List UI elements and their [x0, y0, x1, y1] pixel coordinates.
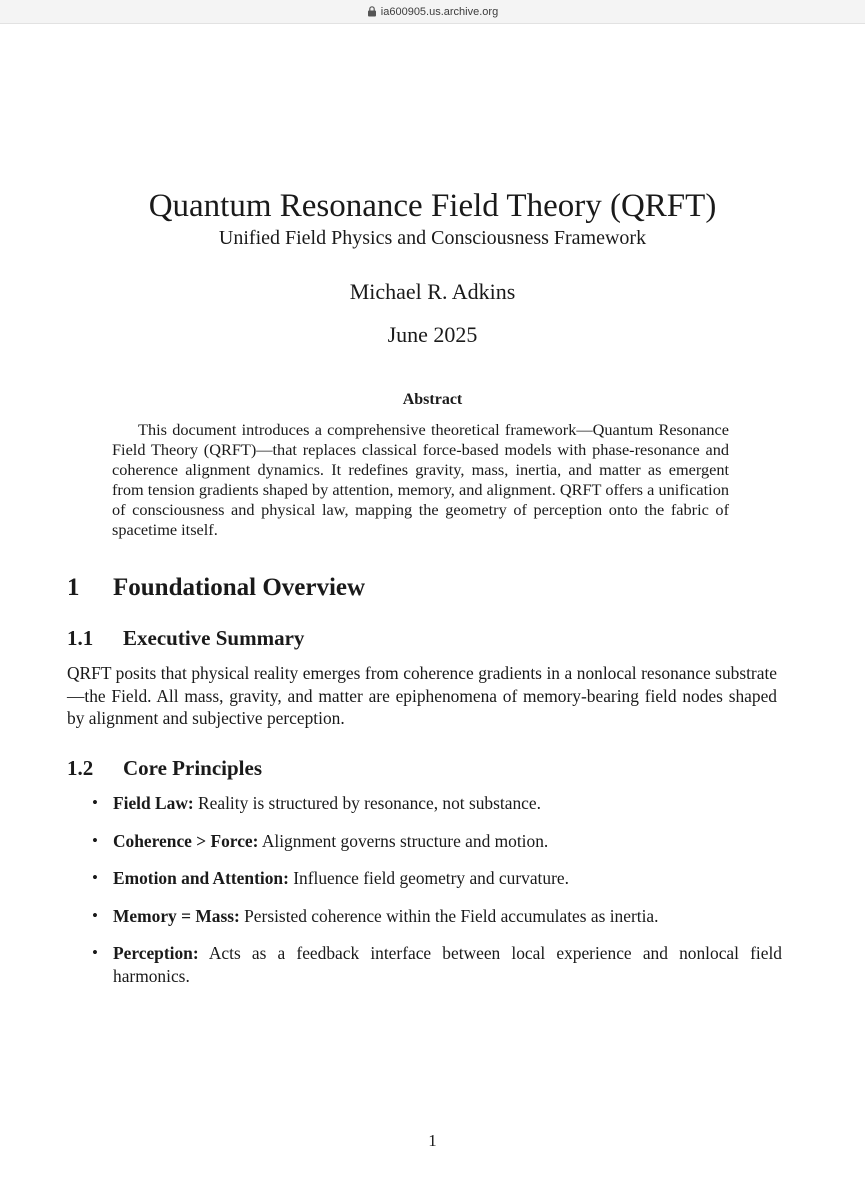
subsection-number: 1.1: [67, 626, 94, 650]
list-item: [67, 905, 782, 928]
page-number: 1: [428, 1131, 437, 1150]
bullet-icon: •: [92, 905, 98, 925]
paper-date: June 2025: [387, 322, 478, 347]
bullet-icon: •: [92, 943, 98, 962]
principle-term: Perception:: [113, 943, 199, 963]
abstract-text: This document introduces a comprehensive theoretical framework—Quantum Resonance Field Theory (QRFT)—that replaces classical force-based models with phase-resonance and coherence alignment dynamics. It redefines gravity, mass, inertia, and matter as emergent from tension gradients shaped by attention, memory, and alignment. QRFT offers a unification of consciousness and physical law, mapping the geometry of perception onto the fabric of spacetime itself.: [112, 420, 729, 539]
executive-summary-text: QRFT posits that physical reality emerges from coherence gradients in a nonlocal resonance substrate—the Field. All mass, gravity, and matter are epiphenomena of memory-bearing field nodes shaped by alignment and subjective perception.: [67, 663, 777, 728]
browser-url-bar[interactable]: [0, 0, 865, 24]
subsection-heading-core-principles: [67, 756, 262, 781]
principle-text: Acts as a feedback interface between local experience and nonlocal field harmonics.: [113, 943, 782, 986]
section-number: 1: [67, 574, 80, 601]
subsection-number: 1.2: [67, 756, 94, 780]
bullet-icon: •: [92, 868, 98, 887]
principle-text: Reality is structured by resonance, not substance.: [198, 793, 541, 813]
principle-text: Persisted coherence within the Field accumulates as inertia.: [244, 905, 659, 926]
list-item: [67, 830, 782, 853]
principle-term: Field Law:: [113, 793, 194, 813]
paper-author: Michael R. Adkins: [349, 279, 516, 304]
list-item: [67, 942, 782, 987]
paper-title: Quantum Resonance Field Theory (QRFT): [148, 188, 717, 224]
principle-term: Emotion and Attention:: [113, 868, 289, 888]
section-heading: [67, 574, 365, 602]
subsection-heading-executive-summary: [67, 626, 304, 651]
bullet-icon: •: [92, 830, 98, 850]
principle-term: Memory = Mass:: [113, 905, 240, 926]
principle-text: Alignment governs structure and motion.: [261, 830, 549, 851]
paper-subtitle: Unified Field Physics and Consciousness Framework: [218, 227, 647, 249]
lock-icon: [367, 6, 377, 17]
subsection-title: Executive Summary: [123, 626, 305, 650]
core-principles-list: [67, 792, 782, 1002]
bullet-icon: •: [92, 793, 98, 812]
list-item: [67, 792, 782, 815]
abstract-heading: Abstract: [402, 391, 463, 408]
url-text: ia600905.us.archive.org: [380, 5, 499, 18]
principle-term: Coherence > Force:: [113, 830, 259, 851]
subsection-title: Core Principles: [123, 756, 263, 780]
url-display[interactable]: [367, 6, 498, 18]
principle-text: Influence field geometry and curvature.: [293, 868, 569, 888]
list-item: [67, 867, 782, 890]
document-page: [0, 25, 865, 1200]
section-title: Foundational Overview: [113, 574, 366, 601]
